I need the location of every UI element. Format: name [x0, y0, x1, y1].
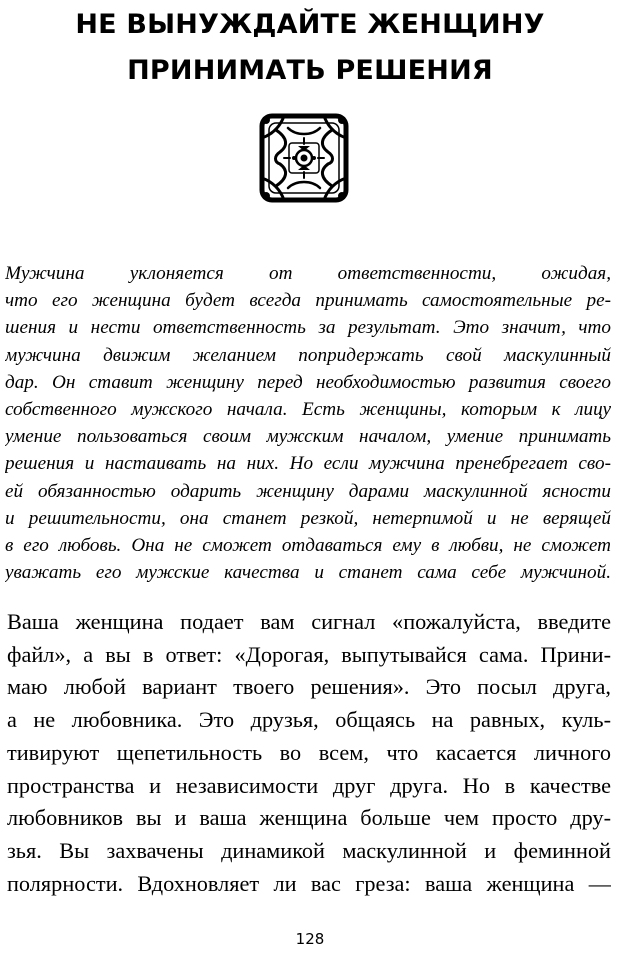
epigraph-line: дар. Он ставит женщину перед необходимостью развития своего — [5, 371, 611, 393]
body-line: пространства и независимости друг друга. Но в качестве — [7, 772, 611, 798]
body-paragraph — [7, 606, 611, 900]
epigraph-line: шения и нести ответственность за результат. Это значит, что — [5, 317, 611, 339]
epigraph-line: в его любовь. Она не сможет отдаваться ему в любви, не сможет — [5, 535, 611, 557]
body-line: а не любовника. Это друзья, общаясь на равных, куль- — [7, 707, 611, 733]
body-line: зья. Вы захвачены динамикой маскулинной и феминной — [7, 837, 611, 863]
page-title — [0, 2, 620, 94]
body-line: тивируют щепетильность во всем, что касается личного — [7, 739, 611, 765]
epigraph-line: и решительности, она станет резкой, нетерпимой и не верящей — [5, 507, 611, 529]
body-line: маю любой вариант твоего решения». Это посыл друга, — [7, 674, 611, 700]
epigraph-line: мужчина движим желанием попридержать свой маскулинный — [5, 344, 611, 366]
page-title-line-2: ПРИНИМАТЬ РЕШЕНИЯ — [127, 55, 493, 86]
body-line: любовников вы и ваша женщина больше чем просто дру- — [7, 805, 611, 831]
body-line: полярности. Вдохновляет ли вас греза: ваша женщина — — [7, 870, 611, 896]
body-line: Ваша женщина подает вам сигнал «пожалуйста, введите — [7, 609, 611, 634]
epigraph-line: Мужчина уклоняется от ответственности, ожидая, — [5, 263, 611, 284]
epigraph-line: что его женщина будет всегда принимать самостоятельные ре- — [5, 290, 611, 312]
epigraph-line: ей обязанностью одарить женщину дарами маскулинной ясности — [5, 480, 611, 502]
page-title-line-1: НЕ ВЫНУЖДАЙТЕ ЖЕНЩИНУ — [75, 9, 545, 40]
epigraph — [5, 260, 611, 586]
epigraph-line: собственного мужского начала. Есть женщины, которым к лицу — [5, 399, 611, 421]
epigraph-line: умение пользоваться своим мужским началом, умение принимать — [5, 426, 611, 448]
body-line: файл», а вы в ответ: «Дорогая, выпутывайся сама. Прини- — [7, 641, 611, 667]
page-number: 128 — [295, 930, 325, 948]
epigraph-line: решения и настаивать на них. Но если мужчина пренебрегает сво- — [5, 453, 611, 475]
epigraph-line: уважать его мужские качества и станет сама себе мужчиной. — [5, 562, 611, 584]
ornament-icon — [258, 112, 350, 204]
